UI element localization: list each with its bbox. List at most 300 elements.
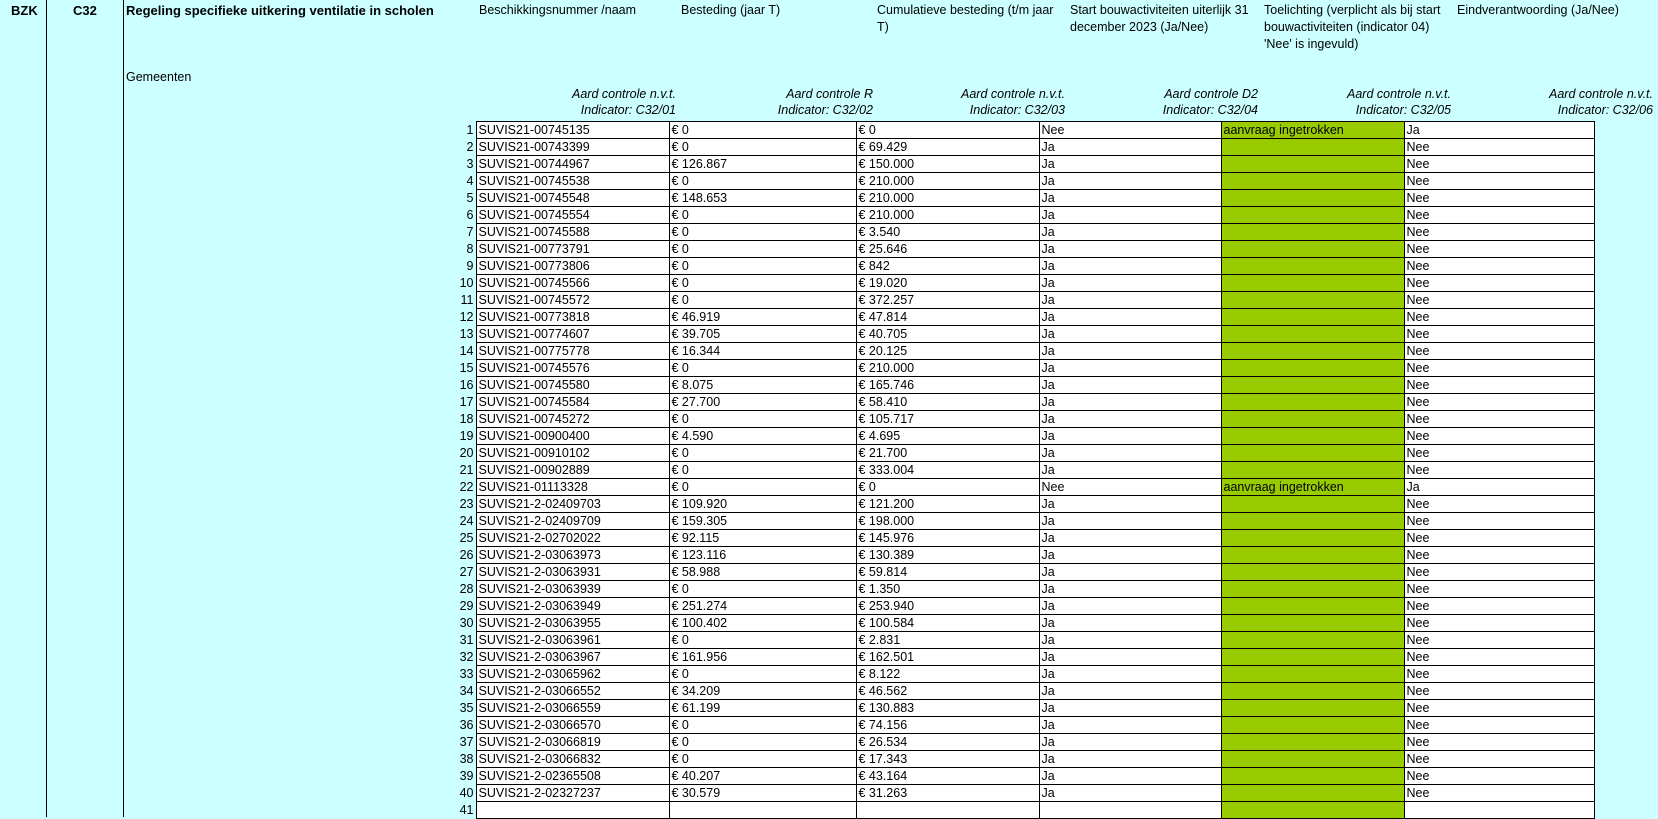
start-bouwactiviteiten-cell[interactable]: Ja xyxy=(1039,598,1221,615)
table-row xyxy=(452,666,1594,683)
start-bouwactiviteiten-cell[interactable] xyxy=(1039,802,1221,819)
cumulatieve-besteding-cell[interactable]: € 25.646 xyxy=(856,241,1039,258)
eindverantwoording-cell[interactable]: Nee xyxy=(1404,530,1594,547)
cumulatieve-besteding-cell[interactable]: € 0 xyxy=(856,122,1039,139)
beschikkingsnummer-cell[interactable]: SUVIS21-00900400 xyxy=(476,428,669,445)
beschikkingsnummer-cell[interactable] xyxy=(476,802,669,819)
toelichting-cell[interactable] xyxy=(1221,666,1404,683)
start-bouwactiviteiten-cell[interactable]: Ja xyxy=(1039,258,1221,275)
start-bouwactiviteiten-cell[interactable]: Ja xyxy=(1039,207,1221,224)
table-row xyxy=(452,734,1594,751)
cumulatieve-besteding-cell[interactable]: € 121.200 xyxy=(856,496,1039,513)
eindverantwoording-cell[interactable]: Nee xyxy=(1404,666,1594,683)
beschikkingsnummer-cell[interactable]: SUVIS21-00775778 xyxy=(476,343,669,360)
beschikkingsnummer-cell[interactable]: SUVIS21-00744967 xyxy=(476,156,669,173)
besteding-cell[interactable]: € 0 xyxy=(669,751,856,768)
toelichting-cell[interactable] xyxy=(1221,564,1404,581)
start-bouwactiviteiten-cell[interactable]: Nee xyxy=(1039,479,1221,496)
control-type-label: Aard controle D2 xyxy=(1164,87,1258,101)
cumulatieve-besteding-cell[interactable]: € 210.000 xyxy=(856,360,1039,377)
row-number: 20 xyxy=(452,445,476,462)
row-number: 23 xyxy=(452,496,476,513)
toelichting-cell[interactable] xyxy=(1221,241,1404,258)
beschikkingsnummer-cell[interactable]: SUVIS21-2-03063931 xyxy=(476,564,669,581)
eindverantwoording-cell[interactable]: Nee xyxy=(1404,768,1594,785)
eindverantwoording-cell[interactable]: Nee xyxy=(1404,445,1594,462)
besteding-cell[interactable]: € 123.116 xyxy=(669,547,856,564)
start-bouwactiviteiten-cell[interactable]: Ja xyxy=(1039,224,1221,241)
beschikkingsnummer-cell[interactable]: SUVIS21-2-03063955 xyxy=(476,615,669,632)
start-bouwactiviteiten-cell[interactable]: Ja xyxy=(1039,190,1221,207)
row-number: 10 xyxy=(452,275,476,292)
besteding-cell[interactable]: € 0 xyxy=(669,411,856,428)
beschikkingsnummer-cell[interactable]: SUVIS21-2-03066832 xyxy=(476,751,669,768)
cumulatieve-besteding-cell[interactable]: € 150.000 xyxy=(856,156,1039,173)
besteding-cell[interactable] xyxy=(669,802,856,819)
beschikkingsnummer-cell[interactable]: SUVIS21-00745584 xyxy=(476,394,669,411)
toelichting-cell[interactable] xyxy=(1221,513,1404,530)
control-type-label: Aard controle n.v.t. xyxy=(572,87,676,101)
cumulatieve-besteding-cell[interactable]: € 74.156 xyxy=(856,717,1039,734)
row-number: 1 xyxy=(452,122,476,139)
row-number: 9 xyxy=(452,258,476,275)
data-table xyxy=(452,121,1595,819)
start-bouwactiviteiten-cell[interactable]: Ja xyxy=(1039,751,1221,768)
toelichting-cell[interactable] xyxy=(1221,428,1404,445)
eindverantwoording-cell[interactable]: Nee xyxy=(1404,547,1594,564)
table-row xyxy=(452,190,1594,207)
row-number: 11 xyxy=(452,292,476,309)
row-number: 2 xyxy=(452,139,476,156)
eindverantwoording-cell[interactable]: Nee xyxy=(1404,292,1594,309)
besteding-cell[interactable]: € 159.305 xyxy=(669,513,856,530)
eindverantwoording-cell[interactable]: Nee xyxy=(1404,734,1594,751)
beschikkingsnummer-cell[interactable]: SUVIS21-00745554 xyxy=(476,207,669,224)
besteding-cell[interactable]: € 0 xyxy=(669,479,856,496)
beschikkingsnummer-cell[interactable]: SUVIS21-2-02365508 xyxy=(476,768,669,785)
eindverantwoording-cell[interactable] xyxy=(1404,802,1594,819)
cumulatieve-besteding-cell[interactable]: € 20.125 xyxy=(856,343,1039,360)
beschikkingsnummer-cell[interactable]: SUVIS21-00773791 xyxy=(476,241,669,258)
toelichting-cell[interactable] xyxy=(1221,530,1404,547)
toelichting-cell[interactable] xyxy=(1221,598,1404,615)
cumulatieve-besteding-cell[interactable]: € 4.695 xyxy=(856,428,1039,445)
besteding-cell[interactable]: € 61.199 xyxy=(669,700,856,717)
row-number: 15 xyxy=(452,360,476,377)
toelichting-cell[interactable] xyxy=(1221,156,1404,173)
besteding-cell[interactable]: € 126.867 xyxy=(669,156,856,173)
beschikkingsnummer-cell[interactable]: SUVIS21-00773806 xyxy=(476,258,669,275)
toelichting-cell[interactable] xyxy=(1221,326,1404,343)
besteding-cell[interactable]: € 8.075 xyxy=(669,377,856,394)
cumulatieve-besteding-cell[interactable]: € 2.831 xyxy=(856,632,1039,649)
eindverantwoording-cell[interactable]: Nee xyxy=(1404,207,1594,224)
start-bouwactiviteiten-cell[interactable]: Ja xyxy=(1039,666,1221,683)
start-bouwactiviteiten-cell[interactable]: Ja xyxy=(1039,530,1221,547)
besteding-cell[interactable]: € 0 xyxy=(669,258,856,275)
control-type-label: Aard controle n.v.t. xyxy=(1549,87,1653,101)
eindverantwoording-cell[interactable]: Nee xyxy=(1404,343,1594,360)
table-row xyxy=(452,479,1594,496)
row-number: 14 xyxy=(452,343,476,360)
cumulatieve-besteding-cell[interactable] xyxy=(856,802,1039,819)
beschikkingsnummer-cell[interactable]: SUVIS21-00745538 xyxy=(476,173,669,190)
besteding-cell[interactable]: € 0 xyxy=(669,139,856,156)
cumulatieve-besteding-cell[interactable]: € 26.534 xyxy=(856,734,1039,751)
start-bouwactiviteiten-cell[interactable]: Ja xyxy=(1039,275,1221,292)
cumulatieve-besteding-cell[interactable]: € 31.263 xyxy=(856,785,1039,802)
besteding-cell[interactable]: € 161.956 xyxy=(669,649,856,666)
toelichting-cell[interactable] xyxy=(1221,411,1404,428)
cumulatieve-besteding-cell[interactable]: € 162.501 xyxy=(856,649,1039,666)
eindverantwoording-cell[interactable]: Nee xyxy=(1404,411,1594,428)
beschikkingsnummer-cell[interactable]: SUVIS21-2-03066570 xyxy=(476,717,669,734)
cumulatieve-besteding-cell[interactable]: € 21.700 xyxy=(856,445,1039,462)
toelichting-cell[interactable] xyxy=(1221,292,1404,309)
besteding-cell[interactable]: € 0 xyxy=(669,122,856,139)
start-bouwactiviteiten-cell[interactable]: Ja xyxy=(1039,649,1221,666)
row-number: 4 xyxy=(452,173,476,190)
besteding-cell[interactable]: € 0 xyxy=(669,241,856,258)
table-row xyxy=(452,411,1594,428)
ministry-label: BZK xyxy=(11,3,38,18)
cumulatieve-besteding-cell[interactable]: € 333.004 xyxy=(856,462,1039,479)
cumulatieve-besteding-cell[interactable]: € 210.000 xyxy=(856,173,1039,190)
beschikkingsnummer-cell[interactable]: SUVIS21-00743399 xyxy=(476,139,669,156)
row-number: 5 xyxy=(452,190,476,207)
toelichting-cell[interactable] xyxy=(1221,768,1404,785)
besteding-cell[interactable]: € 0 xyxy=(669,734,856,751)
eindverantwoording-cell[interactable]: Nee xyxy=(1404,462,1594,479)
besteding-cell[interactable]: € 0 xyxy=(669,462,856,479)
cumulatieve-besteding-cell[interactable]: € 130.883 xyxy=(856,700,1039,717)
start-bouwactiviteiten-cell[interactable]: Ja xyxy=(1039,343,1221,360)
besteding-cell[interactable]: € 30.579 xyxy=(669,785,856,802)
besteding-cell[interactable]: € 0 xyxy=(669,632,856,649)
besteding-cell[interactable]: € 39.705 xyxy=(669,326,856,343)
besteding-cell[interactable]: € 0 xyxy=(669,445,856,462)
toelichting-cell[interactable] xyxy=(1221,173,1404,190)
table-row xyxy=(452,173,1594,190)
cumulatieve-besteding-cell[interactable]: € 1.350 xyxy=(856,581,1039,598)
start-bouwactiviteiten-cell[interactable]: Ja xyxy=(1039,683,1221,700)
beschikkingsnummer-cell[interactable]: SUVIS21-2-03063973 xyxy=(476,547,669,564)
toelichting-cell[interactable] xyxy=(1221,717,1404,734)
toelichting-cell[interactable] xyxy=(1221,275,1404,292)
besteding-cell[interactable]: € 0 xyxy=(669,207,856,224)
beschikkingsnummer-cell[interactable]: SUVIS21-2-03063939 xyxy=(476,581,669,598)
cumulatieve-besteding-cell[interactable]: € 46.562 xyxy=(856,683,1039,700)
start-bouwactiviteiten-cell[interactable]: Ja xyxy=(1039,768,1221,785)
beschikkingsnummer-cell[interactable]: SUVIS21-00773818 xyxy=(476,309,669,326)
eindverantwoording-cell[interactable]: Nee xyxy=(1404,700,1594,717)
besteding-cell[interactable]: € 0 xyxy=(669,581,856,598)
besteding-cell[interactable]: € 0 xyxy=(669,173,856,190)
start-bouwactiviteiten-cell[interactable]: Ja xyxy=(1039,496,1221,513)
cumulatieve-besteding-cell[interactable]: € 105.717 xyxy=(856,411,1039,428)
beschikkingsnummer-cell[interactable]: SUVIS21-2-03066559 xyxy=(476,700,669,717)
start-bouwactiviteiten-cell[interactable]: Ja xyxy=(1039,309,1221,326)
besteding-cell[interactable]: € 34.209 xyxy=(669,683,856,700)
beschikkingsnummer-cell[interactable]: SUVIS21-2-03063961 xyxy=(476,632,669,649)
eindverantwoording-cell[interactable]: Nee xyxy=(1404,139,1594,156)
toelichting-cell[interactable] xyxy=(1221,683,1404,700)
cumulatieve-besteding-cell[interactable]: € 198.000 xyxy=(856,513,1039,530)
cumulatieve-besteding-cell[interactable]: € 210.000 xyxy=(856,190,1039,207)
toelichting-cell[interactable] xyxy=(1221,632,1404,649)
beschikkingsnummer-cell[interactable]: SUVIS21-00745572 xyxy=(476,292,669,309)
cumulatieve-besteding-cell[interactable]: € 17.343 xyxy=(856,751,1039,768)
table-row xyxy=(452,292,1594,309)
beschikkingsnummer-cell[interactable]: SUVIS21-00774607 xyxy=(476,326,669,343)
start-bouwactiviteiten-cell[interactable]: Ja xyxy=(1039,411,1221,428)
beschikkingsnummer-cell[interactable]: SUVIS21-2-02409709 xyxy=(476,513,669,530)
beschikkingsnummer-cell[interactable]: SUVIS21-2-03066552 xyxy=(476,683,669,700)
table-row xyxy=(452,530,1594,547)
cumulatieve-besteding-cell[interactable]: € 19.020 xyxy=(856,275,1039,292)
beschikkingsnummer-cell[interactable]: SUVIS21-00910102 xyxy=(476,445,669,462)
start-bouwactiviteiten-cell[interactable]: Ja xyxy=(1039,785,1221,802)
start-bouwactiviteiten-cell[interactable]: Ja xyxy=(1039,292,1221,309)
toelichting-cell[interactable] xyxy=(1221,734,1404,751)
table-row xyxy=(452,445,1594,462)
toelichting-cell[interactable] xyxy=(1221,394,1404,411)
start-bouwactiviteiten-cell[interactable]: Ja xyxy=(1039,700,1221,717)
table-row xyxy=(452,156,1594,173)
table-row xyxy=(452,615,1594,632)
table-row xyxy=(452,649,1594,666)
row-number: 27 xyxy=(452,564,476,581)
toelichting-cell[interactable] xyxy=(1221,190,1404,207)
cumulatieve-besteding-cell[interactable]: € 47.814 xyxy=(856,309,1039,326)
eindverantwoording-cell[interactable]: Nee xyxy=(1404,632,1594,649)
toelichting-cell[interactable] xyxy=(1221,445,1404,462)
eindverantwoording-cell[interactable]: Nee xyxy=(1404,360,1594,377)
eindverantwoording-cell[interactable]: Nee xyxy=(1404,513,1594,530)
row-number: 25 xyxy=(452,530,476,547)
beschikkingsnummer-cell[interactable]: SUVIS21-00745272 xyxy=(476,411,669,428)
toelichting-cell[interactable] xyxy=(1221,615,1404,632)
start-bouwactiviteiten-cell[interactable]: Ja xyxy=(1039,173,1221,190)
cumulatieve-besteding-cell[interactable]: € 59.814 xyxy=(856,564,1039,581)
row-number: 38 xyxy=(452,751,476,768)
eindverantwoording-cell[interactable]: Nee xyxy=(1404,496,1594,513)
row-number: 6 xyxy=(452,207,476,224)
start-bouwactiviteiten-cell[interactable]: Ja xyxy=(1039,547,1221,564)
beschikkingsnummer-cell[interactable]: SUVIS21-00745588 xyxy=(476,224,669,241)
table-row xyxy=(452,343,1594,360)
cumulatieve-besteding-cell[interactable]: € 130.389 xyxy=(856,547,1039,564)
besteding-cell[interactable]: € 16.344 xyxy=(669,343,856,360)
column-header-toelichting: Toelichting (verplicht als bij start bouwactiviteiten (indicator 04) 'Nee' is ingevuld) xyxy=(1264,3,1441,51)
beschikkingsnummer-cell[interactable]: SUVIS21-2-02409703 xyxy=(476,496,669,513)
besteding-cell[interactable]: € 251.274 xyxy=(669,598,856,615)
cumulatieve-besteding-cell[interactable]: € 58.410 xyxy=(856,394,1039,411)
besteding-cell[interactable]: € 0 xyxy=(669,292,856,309)
beschikkingsnummer-cell[interactable]: SUVIS21-2-03063949 xyxy=(476,598,669,615)
eindverantwoording-cell[interactable]: Nee xyxy=(1404,309,1594,326)
row-number: 19 xyxy=(452,428,476,445)
control-type-label: Aard controle n.v.t. xyxy=(961,87,1065,101)
eindverantwoording-cell[interactable]: Ja xyxy=(1404,479,1594,496)
besteding-cell[interactable]: € 58.988 xyxy=(669,564,856,581)
eindverantwoording-cell[interactable]: Nee xyxy=(1404,581,1594,598)
eindverantwoording-cell[interactable]: Nee xyxy=(1404,683,1594,700)
toelichting-cell[interactable] xyxy=(1221,139,1404,156)
toelichting-cell[interactable]: aanvraag ingetrokken xyxy=(1221,479,1404,496)
start-bouwactiviteiten-cell[interactable]: Ja xyxy=(1039,717,1221,734)
row-number: 8 xyxy=(452,241,476,258)
toelichting-cell[interactable] xyxy=(1221,258,1404,275)
eindverantwoording-cell[interactable]: Nee xyxy=(1404,241,1594,258)
toelichting-cell[interactable] xyxy=(1221,700,1404,717)
toelichting-cell[interactable] xyxy=(1221,802,1404,819)
toelichting-cell[interactable] xyxy=(1221,224,1404,241)
start-bouwactiviteiten-cell[interactable]: Ja xyxy=(1039,615,1221,632)
besteding-cell[interactable]: € 4.590 xyxy=(669,428,856,445)
table-row xyxy=(452,564,1594,581)
eindverantwoording-cell[interactable]: Nee xyxy=(1404,224,1594,241)
start-bouwactiviteiten-cell[interactable]: Ja xyxy=(1039,632,1221,649)
start-bouwactiviteiten-cell[interactable]: Ja xyxy=(1039,241,1221,258)
eindverantwoording-cell[interactable]: Nee xyxy=(1404,394,1594,411)
start-bouwactiviteiten-cell[interactable]: Ja xyxy=(1039,326,1221,343)
start-bouwactiviteiten-cell[interactable]: Ja xyxy=(1039,139,1221,156)
besteding-cell[interactable]: € 100.402 xyxy=(669,615,856,632)
toelichting-cell[interactable] xyxy=(1221,360,1404,377)
eindverantwoording-cell[interactable]: Nee xyxy=(1404,190,1594,207)
eindverantwoording-cell[interactable]: Nee xyxy=(1404,156,1594,173)
eindverantwoording-cell[interactable]: Nee xyxy=(1404,428,1594,445)
column-header-eindverantwoording: Eindverantwoording (Ja/Nee) xyxy=(1457,3,1619,17)
besteding-cell[interactable]: € 92.115 xyxy=(669,530,856,547)
row-number: 16 xyxy=(452,377,476,394)
beschikkingsnummer-cell[interactable]: SUVIS21-2-03063967 xyxy=(476,649,669,666)
toelichting-cell[interactable] xyxy=(1221,462,1404,479)
toelichting-cell[interactable] xyxy=(1221,547,1404,564)
row-number: 30 xyxy=(452,615,476,632)
besteding-cell[interactable]: € 40.207 xyxy=(669,768,856,785)
start-bouwactiviteiten-cell[interactable]: Ja xyxy=(1039,377,1221,394)
cumulatieve-besteding-cell[interactable]: € 3.540 xyxy=(856,224,1039,241)
start-bouwactiviteiten-cell[interactable]: Ja xyxy=(1039,513,1221,530)
eindverantwoording-cell[interactable]: Nee xyxy=(1404,173,1594,190)
beschikkingsnummer-cell[interactable]: SUVIS21-00745576 xyxy=(476,360,669,377)
eindverantwoording-cell[interactable]: Nee xyxy=(1404,326,1594,343)
besteding-cell[interactable]: € 0 xyxy=(669,666,856,683)
table-row xyxy=(452,258,1594,275)
besteding-cell[interactable]: € 0 xyxy=(669,275,856,292)
toelichting-cell[interactable] xyxy=(1221,377,1404,394)
eindverantwoording-cell[interactable]: Nee xyxy=(1404,564,1594,581)
row-number: 7 xyxy=(452,224,476,241)
cumulatieve-besteding-cell[interactable]: € 43.164 xyxy=(856,768,1039,785)
beschikkingsnummer-cell[interactable]: SUVIS21-2-03065962 xyxy=(476,666,669,683)
beschikkingsnummer-cell[interactable]: SUVIS21-00745580 xyxy=(476,377,669,394)
start-bouwactiviteiten-cell[interactable]: Ja xyxy=(1039,428,1221,445)
cumulatieve-besteding-cell[interactable]: € 100.584 xyxy=(856,615,1039,632)
eindverantwoording-cell[interactable]: Ja xyxy=(1404,122,1594,139)
start-bouwactiviteiten-cell[interactable]: Ja xyxy=(1039,462,1221,479)
beschikkingsnummer-cell[interactable]: SUVIS21-00745135 xyxy=(476,122,669,139)
column-header-beschikkingsnummer: Beschikkingsnummer /naam xyxy=(479,3,637,17)
besteding-cell[interactable]: € 0 xyxy=(669,224,856,241)
eindverantwoording-cell[interactable]: Nee xyxy=(1404,751,1594,768)
eindverantwoording-cell[interactable]: Nee xyxy=(1404,258,1594,275)
table-row xyxy=(452,785,1594,802)
beschikkingsnummer-cell[interactable]: SUVIS21-2-03066819 xyxy=(476,734,669,751)
cumulatieve-besteding-cell[interactable]: € 372.257 xyxy=(856,292,1039,309)
beschikkingsnummer-cell[interactable]: SUVIS21-01113328 xyxy=(476,479,669,496)
beschikkingsnummer-cell[interactable]: SUVIS21-2-02702022 xyxy=(476,530,669,547)
cumulatieve-besteding-cell[interactable]: € 165.746 xyxy=(856,377,1039,394)
beschikkingsnummer-cell[interactable]: SUVIS21-2-02327237 xyxy=(476,785,669,802)
cumulatieve-besteding-cell[interactable]: € 253.940 xyxy=(856,598,1039,615)
row-number: 29 xyxy=(452,598,476,615)
start-bouwactiviteiten-cell[interactable]: Ja xyxy=(1039,394,1221,411)
eindverantwoording-cell[interactable]: Nee xyxy=(1404,615,1594,632)
start-bouwactiviteiten-cell[interactable]: Ja xyxy=(1039,734,1221,751)
besteding-cell[interactable]: € 148.653 xyxy=(669,190,856,207)
table-row xyxy=(452,309,1594,326)
eindverantwoording-cell[interactable]: Nee xyxy=(1404,785,1594,802)
besteding-cell[interactable]: € 27.700 xyxy=(669,394,856,411)
row-number: 28 xyxy=(452,581,476,598)
toelichting-cell[interactable]: aanvraag ingetrokken xyxy=(1221,122,1404,139)
eindverantwoording-cell[interactable]: Nee xyxy=(1404,598,1594,615)
besteding-cell[interactable]: € 109.920 xyxy=(669,496,856,513)
cumulatieve-besteding-cell[interactable]: € 69.429 xyxy=(856,139,1039,156)
cumulatieve-besteding-cell[interactable]: € 842 xyxy=(856,258,1039,275)
cumulatieve-besteding-cell[interactable]: € 210.000 xyxy=(856,207,1039,224)
start-bouwactiviteiten-cell[interactable]: Ja xyxy=(1039,156,1221,173)
table-row xyxy=(452,751,1594,768)
eindverantwoording-cell[interactable]: Nee xyxy=(1404,377,1594,394)
beschikkingsnummer-cell[interactable]: SUVIS21-00745566 xyxy=(476,275,669,292)
table-row xyxy=(452,377,1594,394)
separator-line xyxy=(123,0,124,817)
start-bouwactiviteiten-cell[interactable]: Ja xyxy=(1039,360,1221,377)
besteding-cell[interactable]: € 0 xyxy=(669,360,856,377)
start-bouwactiviteiten-cell[interactable]: Ja xyxy=(1039,445,1221,462)
start-bouwactiviteiten-cell[interactable]: Ja xyxy=(1039,581,1221,598)
cumulatieve-besteding-cell[interactable]: € 8.122 xyxy=(856,666,1039,683)
toelichting-cell[interactable] xyxy=(1221,309,1404,326)
toelichting-cell[interactable] xyxy=(1221,649,1404,666)
start-bouwactiviteiten-cell[interactable]: Nee xyxy=(1039,122,1221,139)
start-bouwactiviteiten-cell[interactable]: Ja xyxy=(1039,564,1221,581)
toelichting-cell[interactable] xyxy=(1221,581,1404,598)
toelichting-cell[interactable] xyxy=(1221,496,1404,513)
beschikkingsnummer-cell[interactable]: SUVIS21-00745548 xyxy=(476,190,669,207)
toelichting-cell[interactable] xyxy=(1221,343,1404,360)
cumulatieve-besteding-cell[interactable]: € 0 xyxy=(856,479,1039,496)
cumulatieve-besteding-cell[interactable]: € 145.976 xyxy=(856,530,1039,547)
table-row xyxy=(452,717,1594,734)
eindverantwoording-cell[interactable]: Nee xyxy=(1404,717,1594,734)
cumulatieve-besteding-cell[interactable]: € 40.705 xyxy=(856,326,1039,343)
beschikkingsnummer-cell[interactable]: SUVIS21-00902889 xyxy=(476,462,669,479)
eindverantwoording-cell[interactable]: Nee xyxy=(1404,649,1594,666)
indicator-label: Indicator: C32/03 xyxy=(969,103,1065,117)
eindverantwoording-cell[interactable]: Nee xyxy=(1404,275,1594,292)
toelichting-cell[interactable] xyxy=(1221,207,1404,224)
table-row xyxy=(452,802,1594,819)
toelichting-cell[interactable] xyxy=(1221,785,1404,802)
toelichting-cell[interactable] xyxy=(1221,751,1404,768)
besteding-cell[interactable]: € 0 xyxy=(669,717,856,734)
besteding-cell[interactable]: € 46.919 xyxy=(669,309,856,326)
